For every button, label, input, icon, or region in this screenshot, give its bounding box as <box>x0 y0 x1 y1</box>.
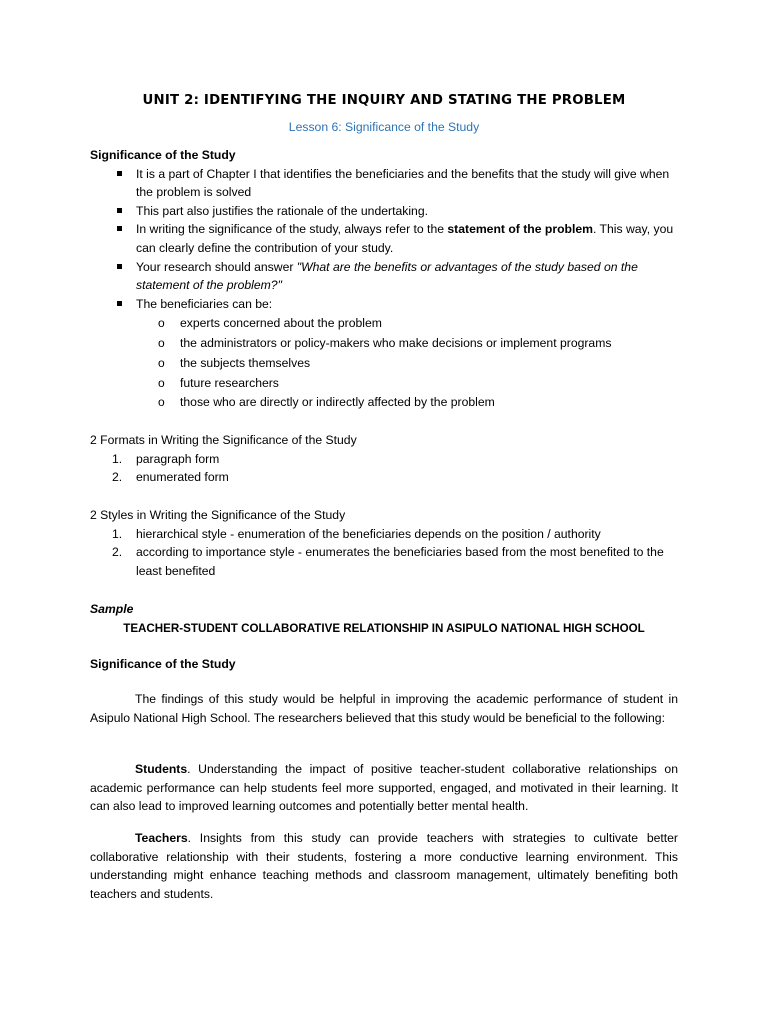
students-paragraph: Students. Understanding the impact of positive teacher-student collaborative relationships on academic performance can help students feel more supported, engaged, and motivated in their learning. It can also lead to improved learning outcomes and potentially better mental health. <box>90 762 678 814</box>
section-heading: Significance of the Study <box>90 148 236 162</box>
list-item: In writing the significance of the study, always refer to the statement of the problem. This way, you can clearly define the contribution of your study. <box>90 220 678 257</box>
sample-title: TEACHER-STUDENT COLLABORATIVE RELATIONSHIP IN ASIPULO NATIONAL HIGH SCHOOL <box>123 622 645 635</box>
significance-section <box>90 146 678 412</box>
unit-title: UNIT 2: IDENTIFYING THE INQUIRY AND STATING THE PROBLEM <box>142 93 626 108</box>
list-item: 2. according to importance style - enumerates the beneficiaries based from the most benefited to the least benefited <box>112 545 664 578</box>
emphasis-text: statement of the problem <box>447 222 593 237</box>
styles-heading: 2 Styles in Writing the Significance of the Study <box>90 508 346 522</box>
formats-list <box>90 450 678 487</box>
styles-list <box>90 525 678 581</box>
question-text: "What are the benefits or advantages of the study based on the statement of the problem?" <box>136 259 638 293</box>
list-item: o the subjects themselves <box>90 354 678 373</box>
teachers-label: Teachers <box>135 831 188 845</box>
teachers-paragraph: Teachers. Insights from this study can provide teachers with strategies to cultivate better collaborative relationship with their students, fostering a more conductive learning environment. This understanding might enhance teaching methods and classroom management, ultimately benefiting both teachers and students. <box>90 831 678 901</box>
formats-section <box>90 431 678 487</box>
list-item: 2. enumerated form <box>112 470 229 485</box>
list-item: 1. paragraph form <box>112 451 220 466</box>
bullet-list <box>90 165 678 314</box>
sample-intro-paragraph: The findings of this study would be helpful in improving the academic performance of student in Asipulo National High School. The researchers believed that this study would be beneficial to the following: <box>90 692 678 725</box>
list-item: o future researchers <box>90 374 678 393</box>
sample-heading: Significance of the Study <box>90 657 236 671</box>
list-item: This part also justifies the rationale of the undertaking. <box>90 202 678 221</box>
list-item: o those who are directly or indirectly affected by the problem <box>90 393 678 412</box>
beneficiaries-list <box>90 314 678 412</box>
lesson-title: Lesson 6: Significance of the Study <box>288 120 480 134</box>
sample-label: Sample <box>90 602 134 616</box>
list-item: It is a part of Chapter I that identifies the beneficiaries and the benefits that the study will give when the problem is solved <box>90 165 678 202</box>
list-item: 1. hierarchical style - enumeration of the beneficiaries depends on the position / authority <box>112 526 601 541</box>
list-item: o experts concerned about the problem <box>90 314 678 333</box>
styles-section <box>90 506 678 580</box>
list-item: Your research should answer "What are the benefits or advantages of the study based on the statement of the problem?" <box>90 258 678 295</box>
list-item: The beneficiaries can be: <box>90 295 678 314</box>
list-item: o the administrators or policy-makers who make decisions or implement programs <box>90 334 678 353</box>
formats-heading: 2 Formats in Writing the Significance of the Study <box>90 433 357 447</box>
students-label: Students <box>135 762 188 776</box>
